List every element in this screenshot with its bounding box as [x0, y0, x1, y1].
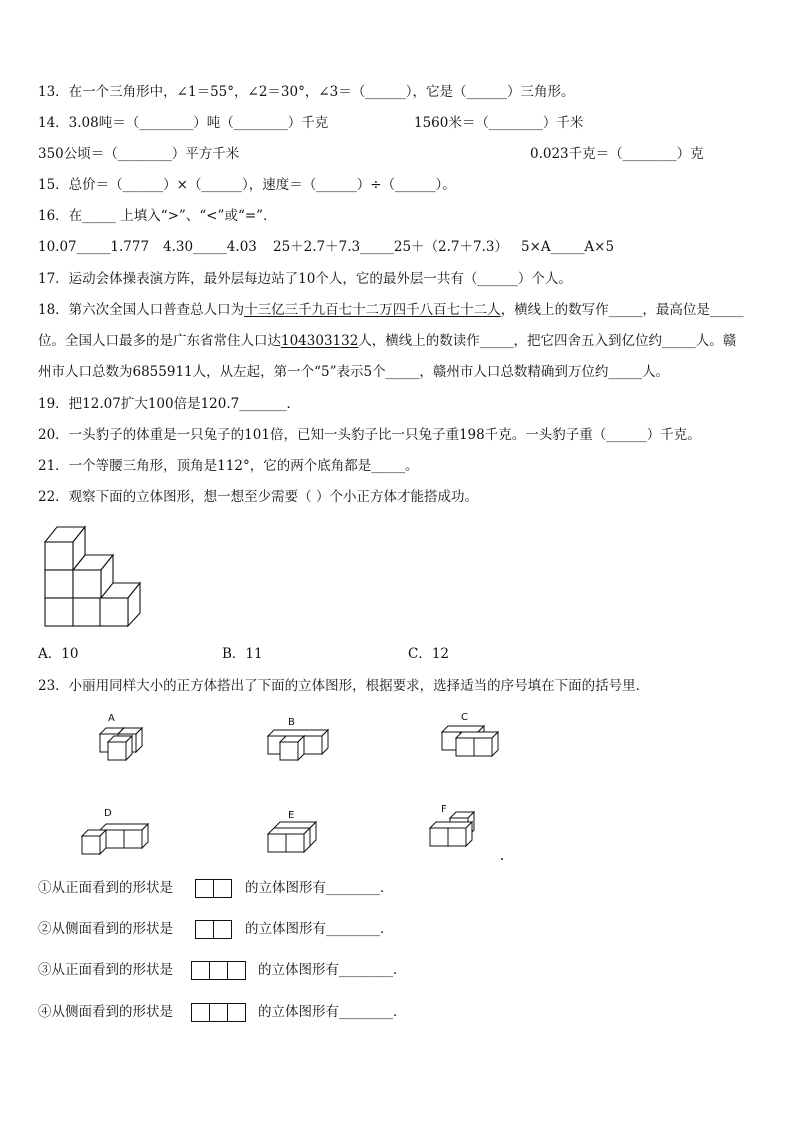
q16-item-1: 10.07_____1.777	[38, 239, 150, 255]
question-23: 23．小丽用同样大小的正方体搭出了下面的立体图形，根据要求，选择适当的序号填在下面的括号里．	[38, 678, 650, 694]
q23-sub-3-answer: 的立体图形有________．	[258, 962, 407, 978]
question-15: 15．总价＝（______）×（______），速度＝（______）÷（______）。	[38, 177, 456, 193]
figure-e-cubes	[266, 820, 324, 854]
q18-text: 人，横线上的数读作_____，把它四舍五入到亿位约_____人。赣	[358, 333, 737, 349]
question-14-part-b: 1560米＝（________）千米	[414, 115, 584, 131]
circled-number-1: ①	[38, 880, 52, 896]
circled-number-4: ④	[38, 1004, 52, 1020]
q22-option-b[interactable]: B．11	[222, 646, 263, 662]
question-18-line-2	[38, 332, 736, 350]
q18-underlined-number-words: 十三亿三千九百七十二万四千八百七十二人	[244, 302, 501, 318]
figure-c-cubes	[440, 722, 502, 758]
q22-option-c[interactable]: C．12	[408, 646, 450, 662]
question-14-part-c: 350公顷＝（________）平方千米	[38, 146, 240, 162]
question-18-line-3: 州市人口总数为6855911人，从左起，第一个“5”表示5个_____，赣州市人口总数精确到万位约_____人。	[38, 364, 670, 380]
circled-number-2: ②	[38, 921, 52, 937]
question-22: 22．观察下面的立体图形，想一想至少需要（ ）个小正方体才能搭成功。	[38, 489, 478, 505]
figure-a-cubes	[98, 724, 150, 764]
q23-sub-1-prompt: 从正面看到的形状是	[51, 880, 173, 896]
q23-sub-3-prompt: 从正面看到的形状是	[51, 962, 173, 978]
question-14-part-a: 14．3.08吨＝（________）吨（________）千克	[38, 115, 329, 131]
figure-b-label: B	[288, 717, 295, 728]
q16-item-4: 5×A_____A×5	[521, 239, 615, 255]
figure-e-label: E	[288, 810, 295, 821]
figure-f-cubes	[428, 810, 490, 850]
q23-sub-3-shape-three-squares	[191, 961, 246, 980]
q23-sub-1-shape-two-squares	[195, 879, 232, 898]
question-17: 17．运动会体操表演方阵，最外层每边站了10个人，它的最外层一共有（______）个人。	[38, 271, 572, 287]
q16-item-3: 25＋2.7＋7.3_____25＋（2.7＋7.3）	[273, 239, 508, 255]
q23-sub-4-text	[38, 1003, 173, 1021]
q23-sub-4-answer: 的立体图形有________．	[258, 1004, 407, 1020]
question-20: 20．一头豹子的体重是一只兔子的101倍，已知一头豹子比一只兔子重198千克。一头豹子重（______）千克。	[38, 427, 701, 443]
question-21: 21．一个等腰三角形，顶角是112°，它的两个底角都是_____。	[38, 458, 419, 474]
staircase-cube-figure	[40, 520, 165, 630]
circled-number-3: ③	[38, 962, 52, 978]
q18-underlined-number: 104303132	[281, 333, 359, 349]
q23-sub-2-text	[38, 920, 173, 938]
question-13: 13．在一个三角形中，∠1＝55°，∠2＝30°，∠3＝（______），它是（______）三角形。	[38, 84, 575, 100]
q23-sub-4-prompt: 从侧面看到的形状是	[51, 1004, 173, 1020]
figure-f-label: F	[441, 804, 447, 815]
q23-sub-3-text	[38, 961, 173, 979]
q18-text: 位。全国人口最多的是广东省常住人口达	[38, 333, 281, 349]
q23-sub-2-prompt: 从侧面看到的形状是	[51, 921, 173, 937]
figure-c-label: C	[461, 712, 468, 723]
q23-sub-2-shape-two-squares	[195, 920, 232, 939]
figure-d-label: D	[104, 808, 112, 819]
question-14-part-d: 0.023千克＝（________）克	[530, 146, 704, 162]
question-16: 16．在_____ 上填入“>”、“<”或“=”．	[38, 208, 277, 224]
question-19: 19．把12.07扩大100倍是120.7_______．	[38, 396, 300, 412]
figure-b-cubes	[266, 728, 332, 762]
q16-item-2: 4.30_____4.03	[163, 239, 257, 255]
q23-sub-2-answer: 的立体图形有________．	[245, 921, 394, 937]
q23-sub-4-shape-three-squares	[191, 1003, 246, 1022]
q18-text: 18．第六次全国人口普查总人口为	[38, 302, 245, 318]
question-18-line-1	[38, 301, 744, 319]
q23-sub-1-answer: 的立体图形有________．	[245, 880, 394, 896]
q22-option-a[interactable]: A．10	[38, 646, 79, 662]
figure-d-cubes	[80, 820, 152, 856]
q18-text: ，横线上的数写作_____，最高位是_____	[500, 302, 744, 318]
q23-sub-1-text	[38, 879, 173, 897]
figure-a-label: A	[108, 713, 115, 724]
stray-dot	[501, 858, 503, 860]
